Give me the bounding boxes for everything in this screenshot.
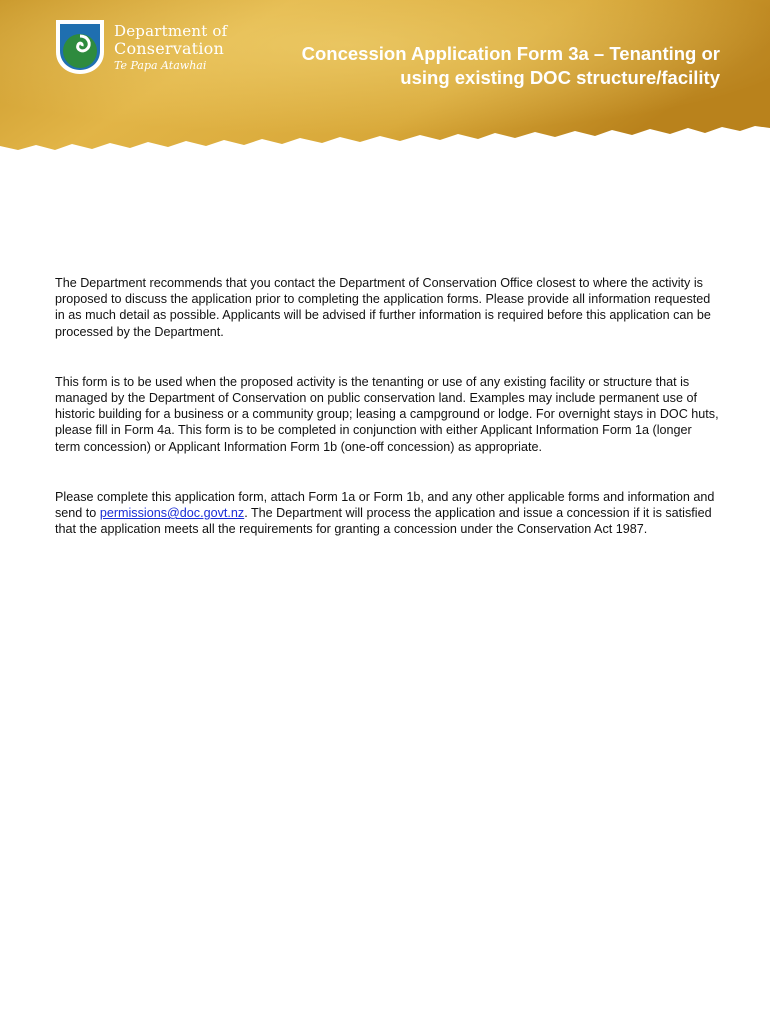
form-title (220, 42, 720, 90)
logo-text-department: Department of (114, 22, 228, 40)
logo-text-maori: Te Papa Atawhai (114, 59, 207, 72)
document-body (55, 275, 720, 571)
submission-paragraph (55, 489, 720, 538)
usage-paragraph: This form is to be used when the proposed activity is the tenanting or use of any existing facility or structure that is managed by the Department of Conservation on public conservation land. Examples may include permanent use of historic building for a business or a community group; leasing a campground or lodge. For overnight stays in DOC huts, please fill in Form 4a. This form is to be completed in conjunction with either Applicant Information Form 1a (longer term concession) or Applicant Information Form 1b (one-off concession) as appropriate. (55, 374, 719, 454)
email-link[interactable]: permissions@doc.govt.nz (99, 506, 245, 521)
logo-text-conservation: Conservation (114, 39, 224, 58)
intro-paragraph: The Department recommends that you contact the Department of Conservation Office closest to where the activity is proposed to discuss the application prior to completing the application forms. Please provide all information requested in as much detail as possible. Applicants will be advised if further information is required before this application can be processed by the Department. (55, 276, 711, 339)
page-header (0, 0, 770, 150)
form-title-line1: Concession Application Form 3a – Tenanting or (301, 43, 720, 64)
doc-shield-icon (54, 18, 106, 76)
submission-text-end: . The Department will process the application and issue a concession if it is satisfied that the application meets all the requirements for granting a concession under the Conservation Act 1987. (55, 506, 712, 537)
doc-logo (54, 18, 228, 80)
submission-text-start: Please complete this application form, attach Form 1a or Form 1b, and any other applicable forms and information and send to (55, 489, 715, 521)
form-title-line2: using existing DOC structure/facility (400, 67, 720, 88)
